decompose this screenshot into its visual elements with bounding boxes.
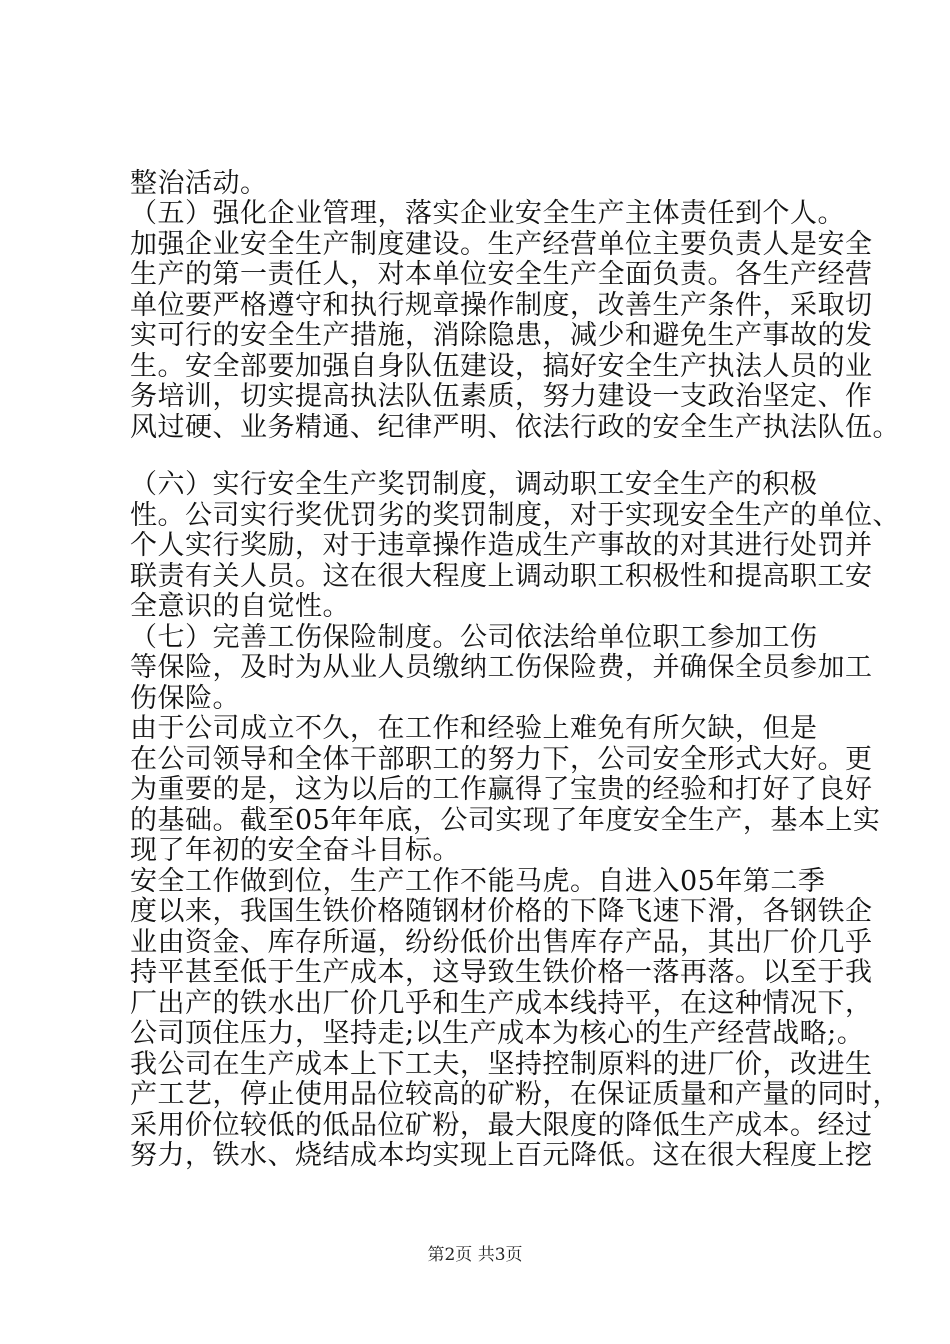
text-line: 为重要的是，这为以后的工作赢得了宝贵的经验和打好了良好	[130, 774, 873, 806]
text-line: 我公司在生产成本上下工夫，坚持控制原料的进厂价，改进生	[130, 1048, 873, 1080]
text-line: 生产的第一责任人，对本单位安全生产全面负责。各生产经营	[130, 259, 873, 291]
text-line: 业由资金、库存所逼，纷纷低价出售库存产品，其出厂价几乎	[130, 926, 873, 958]
text-line: 产工艺，停止使用品位较高的矿粉，在保证质量和产量的同时，	[130, 1079, 900, 1111]
text-line: 的基础。截至05年年底，公司实现了年度安全生产，基本上实	[130, 804, 881, 836]
text-line: 伤保险。	[130, 682, 240, 714]
text-line: 风过硬、业务精通、纪律严明、依法行政的安全生产执法队伍。	[130, 411, 900, 443]
text-line: 实可行的安全生产措施，消除隐患，减少和避免生产事故的发	[130, 320, 873, 352]
text-line: （五）强化企业管理，落实企业安全生产主体责任到个人。	[130, 198, 845, 230]
text-line: 务培训，切实提高执法队伍素质，努力建设一支政治坚定、作	[130, 381, 873, 413]
page-footer: 第2页 共3页	[427, 1245, 523, 1265]
text-line: 等保险，及时为从业人员缴纳工伤保险费，并确保全员参加工	[130, 652, 873, 684]
text-line: 由于公司成立不久，在工作和经验上难免有所欠缺，但是	[130, 713, 818, 745]
text-line: 采用价位较低的低品位矿粉，最大限度的降低生产成本。经过	[130, 1109, 873, 1141]
text-line: 努力，铁水、烧结成本均实现上百元降低。这在很大程度上挖	[130, 1140, 873, 1171]
text-line: 生。安全部要加强自身队伍建设，搞好安全生产执法人员的业	[130, 350, 873, 382]
text-line: 安全工作做到位，生产工作不能马虎。自进入05年第二季	[130, 865, 826, 897]
text-line: （六）实行安全生产奖罚制度，调动职工安全生产的积极	[130, 469, 818, 501]
text-line: 现了年初的安全奋斗目标。	[130, 835, 460, 867]
text-line: （七）完善工伤保险制度。公司依法给单位职工参加工伤	[130, 621, 818, 653]
text-line: 在公司领导和全体干部职工的努力下，公司安全形式大好。更	[130, 743, 873, 775]
text-line: 度以来，我国生铁价格随钢材价格的下降飞速下滑，各钢铁企	[130, 896, 873, 928]
text-line: 性。公司实行奖优罚劣的奖罚制度，对于实现安全生产的单位、	[130, 499, 900, 531]
text-line: 联责有关人员。这在很大程度上调动职工积极性和提高职工安	[130, 560, 873, 592]
text-line: 整治活动。	[130, 168, 268, 199]
text-line: 厂出产的铁水出厂价几乎和生产成本线持平，在这种情况下，	[130, 987, 873, 1019]
text-line: 个人实行奖励，对于违章操作造成生产事故的对其进行处罚并	[130, 530, 873, 562]
text-line: 全意识的自觉性。	[130, 591, 350, 623]
text-line: 加强企业安全生产制度建设。生产经营单位主要负责人是安全	[130, 228, 873, 260]
text-line: 单位要严格遵守和执行规章操作制度，改善生产条件，采取切	[130, 289, 873, 321]
text-line: 公司顶住压力，坚持走;以生产成本为核心的生产经营战略;。	[130, 1018, 865, 1050]
text-line: 持平甚至低于生产成本，这导致生铁价格一落再落。以至于我	[130, 957, 873, 989]
